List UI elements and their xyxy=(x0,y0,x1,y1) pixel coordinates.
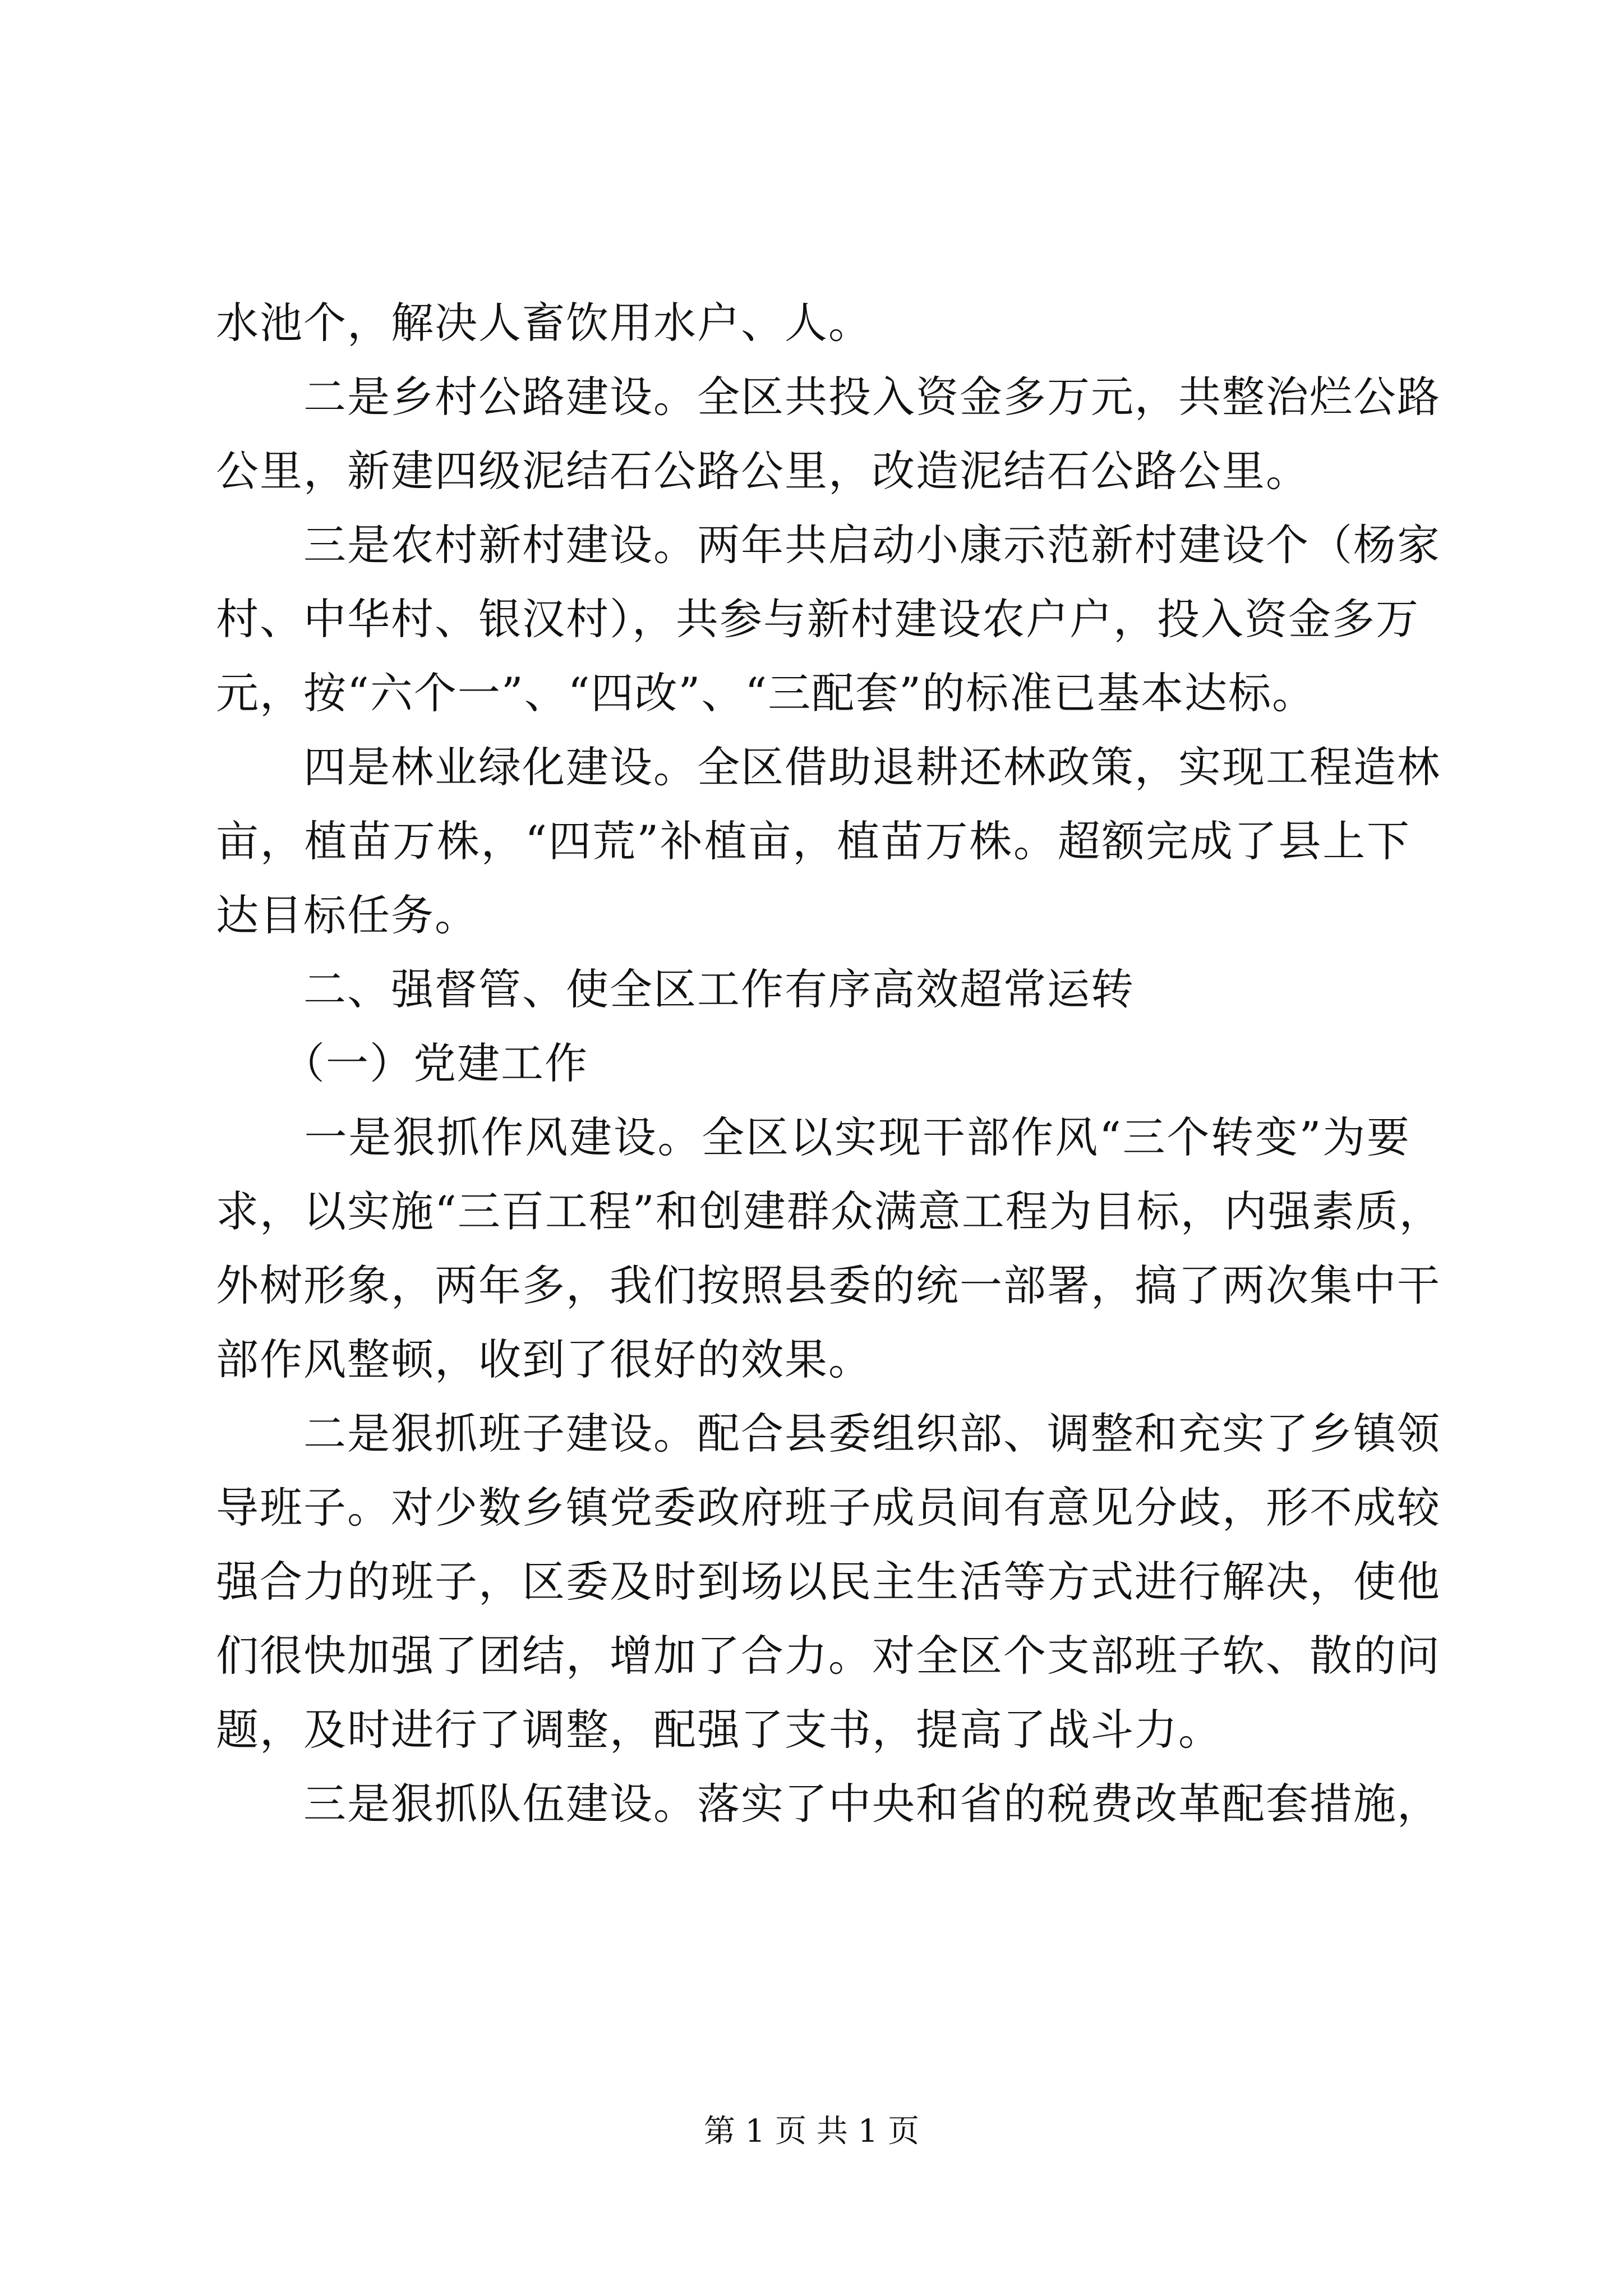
text-line: 外树形象，两年多，我们按照县委的统一部署，搞了两次集中干 xyxy=(216,1260,1441,1310)
page-footer: 第 1 页 共 1 页 xyxy=(703,2113,920,2150)
text-line: 三是狠抓队伍建设。落实了中央和省的税费改革配套措施， xyxy=(216,1779,1441,1829)
text-line: 一是狠抓作风建设。全区以实现干部作风“三个转变”为要 xyxy=(216,1112,1410,1162)
text-line: （一）党建工作 xyxy=(216,1038,588,1088)
text-line: 导班子。对少数乡镇党委政府班子成员间有意见分歧，形不成较 xyxy=(216,1483,1441,1533)
text-line: 公里，新建四级泥结石公路公里，改造泥结石公路公里。 xyxy=(216,446,1310,496)
text-line: 们很快加强了团结，增加了合力。对全区个支部班子软、散的问 xyxy=(216,1631,1441,1681)
text-line: 强合力的班子，区委及时到场以民主生活等方式进行解决，使他 xyxy=(216,1557,1441,1607)
text-line: 村、中华村、银汉村），共参与新村建设农户户，投入资金多万 xyxy=(216,594,1419,644)
text-line: 四是林业绿化建设。全区借助退耕还林政策，实现工程造林 xyxy=(216,742,1441,792)
text-line: 亩，植苗万株，“四荒”补植亩，植苗万株。超额完成了县上下 xyxy=(216,816,1410,866)
text-line: 部作风整顿，收到了很好的效果。 xyxy=(216,1335,872,1384)
text-line: 二是乡村公路建设。全区共投入资金多万元，共整治烂公路 xyxy=(216,372,1441,422)
text-line: 题，及时进行了调整，配强了支书，提高了战斗力。 xyxy=(216,1705,1222,1755)
document-body xyxy=(216,286,1443,1841)
text-line: 水池个，解决人畜饮用水户、人。 xyxy=(216,298,872,348)
text-line: 元，按“六个一”、“四改”、“三配套”的标准已基本达标。 xyxy=(216,668,1316,718)
text-line: 二、强督管、使全区工作有序高效超常运转 xyxy=(216,964,1135,1014)
text-line: 达目标任务。 xyxy=(216,890,478,940)
text-line: 求，以实施“三百工程”和创建群众满意工程为目标，内强素质， xyxy=(216,1186,1443,1236)
text-line: 三是农村新村建设。两年共启动小康示范新村建设个（杨家 xyxy=(216,520,1441,570)
text-line: 二是狠抓班子建设。配合县委组织部、调整和充实了乡镇领 xyxy=(216,1409,1441,1458)
